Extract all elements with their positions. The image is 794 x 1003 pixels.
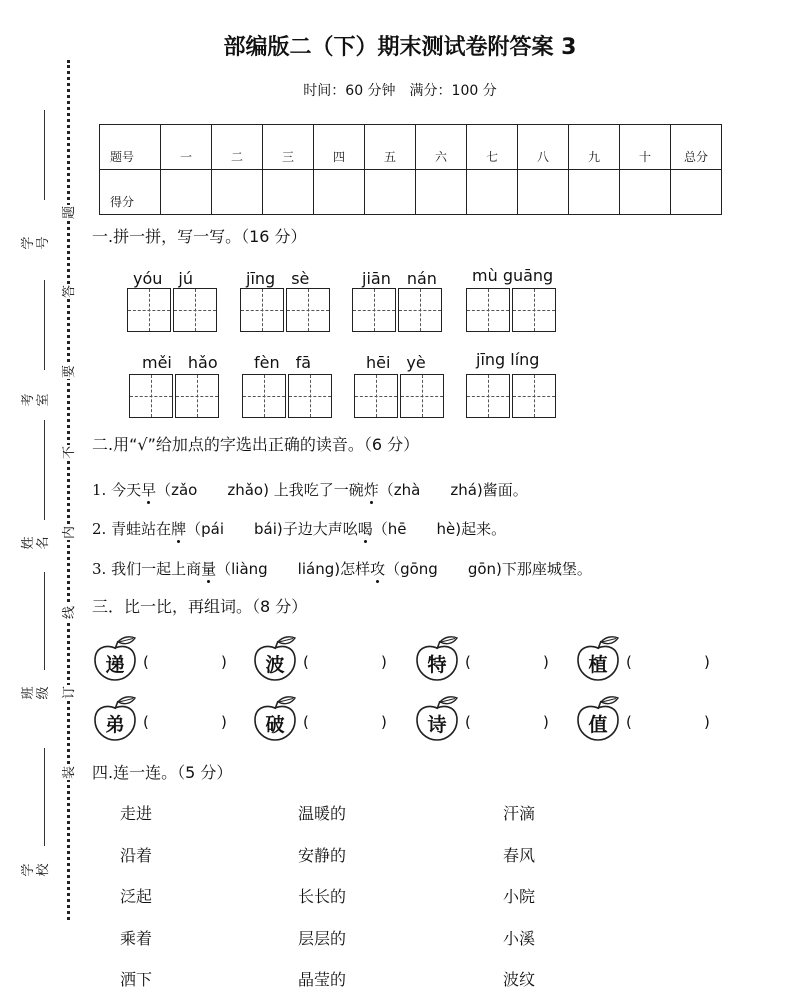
compare-char: 特 xyxy=(427,654,447,676)
apple-character xyxy=(251,636,299,682)
match-word[interactable]: 沿着 xyxy=(120,846,153,865)
writing-grid[interactable] xyxy=(512,288,556,332)
open-paren: ( xyxy=(143,653,149,671)
apple-character xyxy=(574,696,622,742)
open-paren: ( xyxy=(626,653,632,671)
writing-grid[interactable] xyxy=(398,288,442,332)
page-title: 部编版二（下）期末测试卷附答案 3 xyxy=(223,35,577,60)
open-paren: ( xyxy=(143,713,149,731)
dotted-char: 喝 xyxy=(357,520,373,538)
table-cell: 八 xyxy=(518,125,569,170)
table-cell: 一 xyxy=(161,125,212,170)
writing-grid[interactable] xyxy=(175,374,219,418)
writing-grid[interactable] xyxy=(129,374,173,418)
close-paren: ) xyxy=(704,713,710,731)
match-word[interactable]: 长长的 xyxy=(298,887,347,906)
writing-grid[interactable] xyxy=(286,288,330,332)
score-cell[interactable] xyxy=(365,170,416,215)
seal-word: 装 xyxy=(58,765,77,780)
apple-character xyxy=(251,696,299,742)
match-word[interactable]: 小院 xyxy=(503,887,536,906)
student-id-label: 学号 xyxy=(21,236,51,250)
close-paren: ) xyxy=(221,653,227,671)
dotted-char: 攻 xyxy=(370,560,386,578)
writing-grid[interactable] xyxy=(288,374,332,418)
apple-character xyxy=(91,636,139,682)
compare-char: 弟 xyxy=(105,714,125,736)
score-cell[interactable] xyxy=(263,170,314,215)
open-paren: ( xyxy=(303,713,309,731)
close-paren: ) xyxy=(704,653,710,671)
score-cell[interactable] xyxy=(467,170,518,215)
close-paren: ) xyxy=(543,653,549,671)
open-paren: ( xyxy=(626,713,632,731)
word-answer-blank[interactable] xyxy=(151,650,217,672)
match-word[interactable]: 晶莹的 xyxy=(298,970,347,989)
close-paren: ) xyxy=(221,713,227,731)
seal-word: 答 xyxy=(58,284,77,299)
table-cell: 九 xyxy=(569,125,620,170)
compare-char: 诗 xyxy=(427,714,447,736)
word-answer-blank[interactable] xyxy=(634,710,700,732)
close-paren: ) xyxy=(543,713,549,731)
section-title: 四.连一连。（5 分） xyxy=(92,763,233,782)
pinyin-prompt: mù guāng xyxy=(472,266,554,285)
compare-char: 波 xyxy=(265,654,285,676)
pinyin-prompt: yóu jú xyxy=(133,269,193,288)
table-row xyxy=(100,170,722,215)
writing-grid[interactable] xyxy=(466,288,510,332)
seal-word: 订 xyxy=(58,685,77,700)
dotted-char: 早 xyxy=(141,481,157,499)
match-word[interactable]: 春风 xyxy=(503,846,536,865)
match-word[interactable]: 乘着 xyxy=(120,929,153,948)
score-table xyxy=(99,124,722,215)
question-line: 3. 我们一起上商量（liàng liáng)怎样攻（gōng gōn)下那座城堡。 xyxy=(92,560,592,578)
seal-word: 题 xyxy=(58,205,77,220)
binding-dotted-line xyxy=(67,60,70,920)
exam-room-line xyxy=(44,280,45,370)
match-word[interactable]: 洒下 xyxy=(120,970,153,989)
match-word[interactable]: 小溪 xyxy=(503,929,536,948)
pinyin-prompt: jiān nán xyxy=(362,269,437,288)
writing-grid[interactable] xyxy=(127,288,171,332)
question-line: 2. 青蛙站在牌（pái bái)子边大声吆喝（hē hè)起来。 xyxy=(92,520,507,538)
table-cell: 四 xyxy=(314,125,365,170)
school-label: 学校 xyxy=(21,863,51,877)
score-cell[interactable] xyxy=(161,170,212,215)
match-word[interactable]: 波纹 xyxy=(503,970,536,989)
table-cell: 十 xyxy=(620,125,671,170)
open-paren: ( xyxy=(465,713,471,731)
score-cell[interactable] xyxy=(314,170,365,215)
section-title: 二.用“√”给加点的字选出正确的读音。（6 分） xyxy=(92,435,420,454)
table-cell: 得分 xyxy=(100,170,161,215)
score-cell[interactable] xyxy=(569,170,620,215)
match-word[interactable]: 温暖的 xyxy=(298,804,347,823)
section-title: 三．比一比，再组词。（8 分） xyxy=(92,597,308,616)
exam-room-label: 考室 xyxy=(21,393,51,407)
match-word[interactable]: 泛起 xyxy=(120,887,153,906)
name-label: 姓名 xyxy=(21,536,51,550)
pinyin-prompt: hēi yè xyxy=(366,353,426,372)
table-cell: 总分 xyxy=(671,125,722,170)
word-answer-blank[interactable] xyxy=(473,650,539,672)
word-answer-blank[interactable] xyxy=(634,650,700,672)
match-word[interactable]: 安静的 xyxy=(298,846,347,865)
match-word[interactable]: 层层的 xyxy=(298,929,347,948)
open-paren: ( xyxy=(303,653,309,671)
pinyin-prompt: fèn fā xyxy=(254,353,312,372)
seal-word: 不 xyxy=(58,445,77,460)
pinyin-prompt: měi hǎo xyxy=(142,353,218,372)
pinyin-prompt: jīng líng xyxy=(476,350,540,369)
seal-word: 要 xyxy=(58,364,77,379)
writing-grid[interactable] xyxy=(240,288,284,332)
apple-character xyxy=(574,636,622,682)
writing-grid[interactable] xyxy=(173,288,217,332)
name-line xyxy=(44,420,45,520)
match-word[interactable]: 汗滴 xyxy=(503,804,536,823)
compare-char: 值 xyxy=(588,714,608,736)
word-answer-blank[interactable] xyxy=(151,710,217,732)
school-line xyxy=(44,748,45,846)
word-answer-blank[interactable] xyxy=(311,650,377,672)
class-label: 班级 xyxy=(21,686,51,700)
dotted-char: 炸 xyxy=(363,481,379,499)
writing-grid[interactable] xyxy=(466,374,510,418)
score-cell[interactable] xyxy=(620,170,671,215)
compare-char: 递 xyxy=(105,654,125,676)
dotted-char: 量 xyxy=(201,560,217,578)
pinyin-prompt: jīng sè xyxy=(246,269,310,288)
table-cell: 三 xyxy=(263,125,314,170)
apple-character xyxy=(91,696,139,742)
close-paren: ) xyxy=(381,653,387,671)
table-cell: 五 xyxy=(365,125,416,170)
match-word[interactable]: 走进 xyxy=(120,804,153,823)
seal-word: 线 xyxy=(58,605,77,620)
score-cell[interactable] xyxy=(518,170,569,215)
section-title: 一.拼一拼，写一写。（16 分） xyxy=(92,227,307,246)
question-line: 1. 今天早（zǎo zhǎo) 上我吃了一碗炸（zhà zhá)酱面。 xyxy=(92,481,528,499)
class-line xyxy=(44,572,45,670)
table-cell: 六 xyxy=(416,125,467,170)
word-answer-blank[interactable] xyxy=(311,710,377,732)
score-cell[interactable] xyxy=(416,170,467,215)
exam-info: 时间：60 分钟 满分：100 分 xyxy=(303,83,497,99)
writing-grid[interactable] xyxy=(400,374,444,418)
student-id-line xyxy=(44,110,45,200)
table-row xyxy=(100,125,722,170)
score-cell[interactable] xyxy=(671,170,722,215)
writing-grid[interactable] xyxy=(242,374,286,418)
compare-char: 植 xyxy=(588,654,608,676)
table-cell: 二 xyxy=(212,125,263,170)
word-answer-blank[interactable] xyxy=(473,710,539,732)
score-cell[interactable] xyxy=(212,170,263,215)
seal-word: 内 xyxy=(58,525,77,540)
table-cell: 题号 xyxy=(100,125,161,170)
compare-char: 破 xyxy=(265,714,285,736)
table-cell: 七 xyxy=(467,125,518,170)
writing-grid[interactable] xyxy=(354,374,398,418)
close-paren: ) xyxy=(381,713,387,731)
apple-character xyxy=(413,636,461,682)
dotted-char: 牌 xyxy=(171,520,187,538)
apple-character xyxy=(413,696,461,742)
open-paren: ( xyxy=(465,653,471,671)
writing-grid[interactable] xyxy=(352,288,396,332)
writing-grid[interactable] xyxy=(512,374,556,418)
